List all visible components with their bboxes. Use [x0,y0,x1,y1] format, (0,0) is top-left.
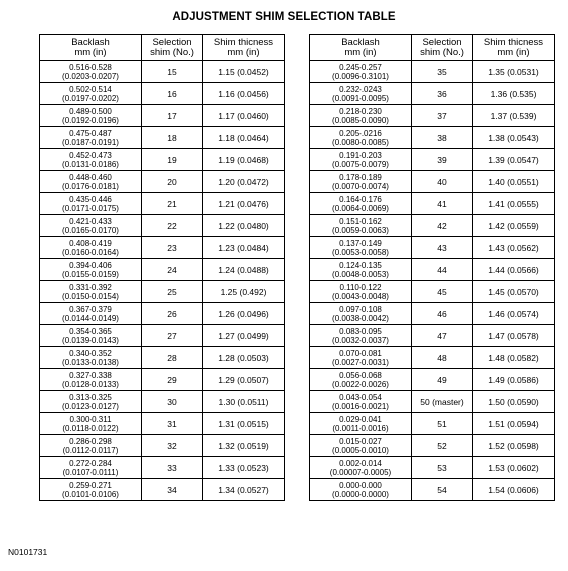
table-row [40,149,285,171]
shim-thickness-cell: 1.42 (0.0559) [473,215,555,237]
table-row [40,105,285,127]
backlash-cell [310,281,412,303]
selection-shim-cell: 54 [412,479,473,501]
backlash-cell [310,479,412,501]
selection-shim-cell: 41 [412,193,473,215]
selection-shim-cell: 45 [412,281,473,303]
header-backlash-line1: Backlash [71,36,110,48]
backlash-in: (0.0000-0.0000) [332,489,389,499]
backlash-mm: 0.502-0.514 [69,84,112,94]
backlash-mm: 0.286-0.298 [69,436,112,446]
header-thickness-line2: mm (in) [497,46,530,58]
backlash-mm: 0.056-0.068 [339,370,382,380]
shim-thickness-cell: 1.39 (0.0547) [473,149,555,171]
shim-thickness-cell: 1.28 (0.0503) [203,347,285,369]
backlash-cell [40,303,142,325]
backlash-cell [40,171,142,193]
backlash-cell [310,61,412,83]
selection-shim-cell: 38 [412,127,473,149]
backlash-mm: 0.354-0.365 [69,326,112,336]
backlash-in: (0.0176-0.0181) [62,181,119,191]
selection-shim-cell: 50 (master) [412,391,473,413]
backlash-cell [310,259,412,281]
backlash-mm: 0.083-0.095 [339,326,382,336]
backlash-cell [40,215,142,237]
table-row [310,61,555,83]
shim-thickness-cell: 1.25 (0.492) [203,281,285,303]
backlash-in: (0.0171-0.0175) [62,203,119,213]
selection-shim-cell: 33 [142,457,203,479]
table-row [310,281,555,303]
backlash-mm: 0.259-0.271 [69,480,112,490]
backlash-cell [310,83,412,105]
header-thickness-line2: mm (in) [227,46,260,58]
table-row [310,149,555,171]
shim-thickness-cell: 1.33 (0.0523) [203,457,285,479]
backlash-cell [40,369,142,391]
shim-thickness-cell: 1.35 (0.0531) [473,61,555,83]
table-row [40,479,285,501]
table-row [310,237,555,259]
table-row [40,281,285,303]
selection-shim-cell: 43 [412,237,473,259]
backlash-in: (0.0080-0.0085) [332,137,389,147]
backlash-cell [310,149,412,171]
backlash-in: (0.0005-0.0010) [332,445,389,455]
selection-shim-cell: 30 [142,391,203,413]
backlash-cell [40,281,142,303]
table-row [310,127,555,149]
figure-code: N0101731 [8,547,48,557]
backlash-cell [310,105,412,127]
selection-shim-cell: 35 [412,61,473,83]
backlash-cell [40,457,142,479]
backlash-mm: 0.272-0.284 [69,458,112,468]
table-row [310,171,555,193]
backlash-cell [310,391,412,413]
header-backlash [310,35,412,61]
shim-thickness-cell: 1.45 (0.0570) [473,281,555,303]
backlash-cell [40,259,142,281]
shim-thickness-cell: 1.50 (0.0590) [473,391,555,413]
shim-thickness-cell: 1.17 (0.0460) [203,105,285,127]
backlash-mm: 0.151-0.162 [339,216,382,226]
backlash-in: (0.0165-0.0170) [62,225,119,235]
selection-shim-cell: 51 [412,413,473,435]
header-backlash-line1: Backlash [341,36,380,48]
backlash-in: (0.0064-0.0069) [332,203,389,213]
selection-shim-cell: 18 [142,127,203,149]
selection-shim-cell: 28 [142,347,203,369]
backlash-in: (0.0091-0.0095) [332,93,389,103]
backlash-cell [310,303,412,325]
backlash-mm: 0.340-0.352 [69,348,112,358]
selection-shim-cell: 36 [412,83,473,105]
table-row [310,369,555,391]
backlash-in: (0.0187-0.0191) [62,137,119,147]
shim-thickness-cell: 1.53 (0.0602) [473,457,555,479]
table-row [310,479,555,501]
backlash-cell [310,457,412,479]
selection-shim-cell: 39 [412,149,473,171]
header-selection [412,35,473,61]
backlash-in: (0.0038-0.0042) [332,313,389,323]
backlash-in: (0.0118-0.0122) [62,423,119,433]
shim-thickness-cell: 1.40 (0.0551) [473,171,555,193]
selection-shim-cell: 22 [142,215,203,237]
backlash-cell [40,127,142,149]
header-thickness [203,35,285,61]
shim-thickness-cell: 1.49 (0.0586) [473,369,555,391]
table-row [40,127,285,149]
backlash-cell [310,325,412,347]
backlash-mm: 0.452-0.473 [69,150,112,160]
backlash-in: (0.0096-0.3101) [332,71,389,81]
selection-shim-cell: 16 [142,83,203,105]
shim-thickness-cell: 1.20 (0.0472) [203,171,285,193]
selection-shim-cell: 19 [142,149,203,171]
shim-thickness-cell: 1.18 (0.0464) [203,127,285,149]
header-thickness-line1: Shim thicness [483,36,544,48]
table-row [310,435,555,457]
selection-shim-cell: 47 [412,325,473,347]
backlash-in: (0.0139-0.0143) [62,335,119,345]
selection-shim-cell: 23 [142,237,203,259]
backlash-in: (0.0133-0.0138) [62,357,119,367]
shim-thickness-cell: 1.27 (0.0499) [203,325,285,347]
shim-thickness-cell: 1.51 (0.0594) [473,413,555,435]
backlash-in: (0.0150-0.0154) [62,291,119,301]
shim-thickness-cell: 1.38 (0.0543) [473,127,555,149]
shim-thickness-cell: 1.22 (0.0480) [203,215,285,237]
selection-shim-cell: 44 [412,259,473,281]
header-backlash-line2: mm (in) [344,46,377,58]
backlash-mm: 0.124-0.135 [339,260,382,270]
selection-shim-cell: 52 [412,435,473,457]
backlash-mm: 0.043-0.054 [339,392,382,402]
selection-shim-cell: 25 [142,281,203,303]
table-row [40,457,285,479]
backlash-mm: 0.205-.0216 [339,128,382,138]
backlash-cell [40,83,142,105]
table-row [40,391,285,413]
backlash-cell [310,215,412,237]
backlash-in: (0.0032-0.0037) [332,335,389,345]
backlash-mm: 0.232-.0243 [339,84,382,94]
header-row [310,35,555,61]
header-selection-line2: shim (No.) [420,46,464,58]
table-row [310,325,555,347]
backlash-in: (0.0144-0.0149) [62,313,119,323]
header-thickness-line1: Shim thicness [213,36,274,48]
header-backlash [40,35,142,61]
selection-shim-cell: 37 [412,105,473,127]
backlash-mm: 0.000-0.000 [339,480,382,490]
backlash-mm: 0.218-0.230 [339,106,382,116]
shim-thickness-cell: 1.36 (0.535) [473,83,555,105]
backlash-in: (0.0043-0.0048) [332,291,389,301]
backlash-mm: 0.435-0.446 [69,194,112,204]
table-row [310,303,555,325]
backlash-in: (0.0011-0.0016) [332,423,389,433]
backlash-mm: 0.137-0.149 [339,238,382,248]
header-selection-line1: Selection [422,36,462,48]
shim-thickness-cell: 1.43 (0.0562) [473,237,555,259]
backlash-cell [310,413,412,435]
backlash-mm: 0.245-0.257 [339,62,382,72]
table-row [310,413,555,435]
backlash-mm: 0.029-0.041 [339,414,382,424]
backlash-cell [310,193,412,215]
table-row [310,259,555,281]
shim-thickness-cell: 1.44 (0.0566) [473,259,555,281]
backlash-mm: 0.421-0.433 [69,216,112,226]
shim-thickness-cell: 1.21 (0.0476) [203,193,285,215]
table-row [310,215,555,237]
backlash-in: (0.0160-0.0164) [62,247,119,257]
backlash-cell [40,61,142,83]
shim-thickness-cell: 1.31 (0.0515) [203,413,285,435]
backlash-in: (0.0128-0.0133) [62,379,119,389]
backlash-cell [40,105,142,127]
table-row [40,325,285,347]
selection-shim-cell: 48 [412,347,473,369]
backlash-mm: 0.475-0.487 [69,128,112,138]
backlash-in: (0.0022-0.0026) [332,379,389,389]
selection-shim-cell: 15 [142,61,203,83]
backlash-in: (0.0059-0.0063) [332,225,389,235]
backlash-cell [40,413,142,435]
backlash-cell [40,193,142,215]
backlash-in: (0.0131-0.0186) [62,159,119,169]
backlash-mm: 0.394-0.406 [69,260,112,270]
header-thickness [473,35,555,61]
selection-shim-cell: 26 [142,303,203,325]
backlash-in: (0.0101-0.0106) [62,489,119,499]
backlash-cell [310,237,412,259]
selection-shim-cell: 49 [412,369,473,391]
backlash-in: (0.0203-0.0207) [62,71,119,81]
backlash-cell [310,347,412,369]
shim-thickness-cell: 1.24 (0.0488) [203,259,285,281]
backlash-in: (0.0197-0.0202) [62,93,119,103]
backlash-in: (0.00007-0.0005) [329,467,392,477]
backlash-in: (0.0155-0.0159) [62,269,119,279]
selection-shim-cell: 42 [412,215,473,237]
backlash-cell [310,171,412,193]
header-backlash-line2: mm (in) [74,46,107,58]
backlash-mm: 0.300-0.311 [69,414,112,424]
shim-thickness-cell: 1.32 (0.0519) [203,435,285,457]
backlash-mm: 0.367-0.379 [69,304,112,314]
backlash-cell [40,149,142,171]
shim-thickness-cell: 1.48 (0.0582) [473,347,555,369]
backlash-mm: 0.164-0.176 [339,194,382,204]
shim-thickness-cell: 1.34 (0.0527) [203,479,285,501]
backlash-mm: 0.070-0.081 [339,348,382,358]
shim-thickness-cell: 1.52 (0.0598) [473,435,555,457]
table-row [310,193,555,215]
selection-shim-cell: 40 [412,171,473,193]
backlash-mm: 0.313-0.325 [69,392,112,402]
shim-thickness-cell: 1.29 (0.0507) [203,369,285,391]
backlash-in: (0.0027-0.0031) [332,357,389,367]
header-selection-line2: shim (No.) [150,46,194,58]
selection-shim-cell: 32 [142,435,203,457]
backlash-in: (0.0053-0.0058) [332,247,389,257]
table-row [40,303,285,325]
shim-thickness-cell: 1.37 (0.539) [473,105,555,127]
table-row [40,171,285,193]
backlash-mm: 0.191-0.203 [339,150,382,160]
header-row [40,35,285,61]
backlash-mm: 0.015-0.027 [339,436,382,446]
table-row [40,215,285,237]
backlash-mm: 0.110-0.122 [339,282,382,292]
shim-table-right [309,34,555,501]
shim-thickness-cell: 1.47 (0.0578) [473,325,555,347]
shim-thickness-cell: 1.46 (0.0574) [473,303,555,325]
shim-thickness-cell: 1.26 (0.0496) [203,303,285,325]
shim-thickness-cell: 1.30 (0.0511) [203,391,285,413]
backlash-mm: 0.448-0.460 [69,172,112,182]
table-row [310,391,555,413]
backlash-in: (0.0016-0.0021) [332,401,389,411]
backlash-cell [310,127,412,149]
shim-thickness-cell: 1.23 (0.0484) [203,237,285,259]
selection-shim-cell: 21 [142,193,203,215]
table-row [40,435,285,457]
table-row [310,457,555,479]
backlash-in: (0.0192-0.0196) [62,115,119,125]
shim-thickness-cell: 1.16 (0.0456) [203,83,285,105]
backlash-in: (0.0107-0.0111) [62,467,119,477]
shim-thickness-cell: 1.41 (0.0555) [473,193,555,215]
backlash-in: (0.0085-0.0090) [332,115,389,125]
backlash-mm: 0.327-0.338 [69,370,112,380]
backlash-in: (0.0075-0.0079) [332,159,389,169]
backlash-cell [40,479,142,501]
backlash-mm: 0.331-0.392 [69,282,112,292]
selection-shim-cell: 31 [142,413,203,435]
backlash-mm: 0.489-0.500 [69,106,112,116]
shim-thickness-cell: 1.19 (0.0468) [203,149,285,171]
selection-shim-cell: 46 [412,303,473,325]
backlash-cell [40,391,142,413]
selection-shim-cell: 34 [142,479,203,501]
table-row [40,347,285,369]
table-row [40,259,285,281]
table-row [40,413,285,435]
selection-shim-cell: 24 [142,259,203,281]
selection-shim-cell: 53 [412,457,473,479]
backlash-cell [40,325,142,347]
selection-shim-cell: 17 [142,105,203,127]
backlash-mm: 0.408-0.419 [69,238,112,248]
header-selection-line1: Selection [152,36,192,48]
table-row [310,347,555,369]
table-row [40,83,285,105]
selection-shim-cell: 29 [142,369,203,391]
backlash-in: (0.0123-0.0127) [62,401,119,411]
backlash-cell [40,347,142,369]
shim-thickness-cell: 1.54 (0.0606) [473,479,555,501]
backlash-cell [310,435,412,457]
table-row [40,61,285,83]
table-row [40,237,285,259]
selection-shim-cell: 27 [142,325,203,347]
shim-table-left [39,34,285,501]
backlash-mm: 0.178-0.189 [339,172,382,182]
table-title: ADJUSTMENT SHIM SELECTION TABLE [172,11,396,23]
backlash-in: (0.0112-0.0117) [62,445,119,455]
backlash-mm: 0.097-0.108 [339,304,382,314]
header-selection [142,35,203,61]
table-row [310,83,555,105]
shim-thickness-cell: 1.15 (0.0452) [203,61,285,83]
backlash-mm: 0.516-0.528 [69,62,112,72]
table-row [40,369,285,391]
backlash-in: (0.0048-0.0053) [332,269,389,279]
backlash-mm: 0.002-0.014 [339,458,382,468]
backlash-cell [40,435,142,457]
selection-shim-cell: 20 [142,171,203,193]
backlash-in: (0.0070-0.0074) [332,181,389,191]
backlash-cell [40,237,142,259]
backlash-cell [310,369,412,391]
table-row [310,105,555,127]
table-row [40,193,285,215]
